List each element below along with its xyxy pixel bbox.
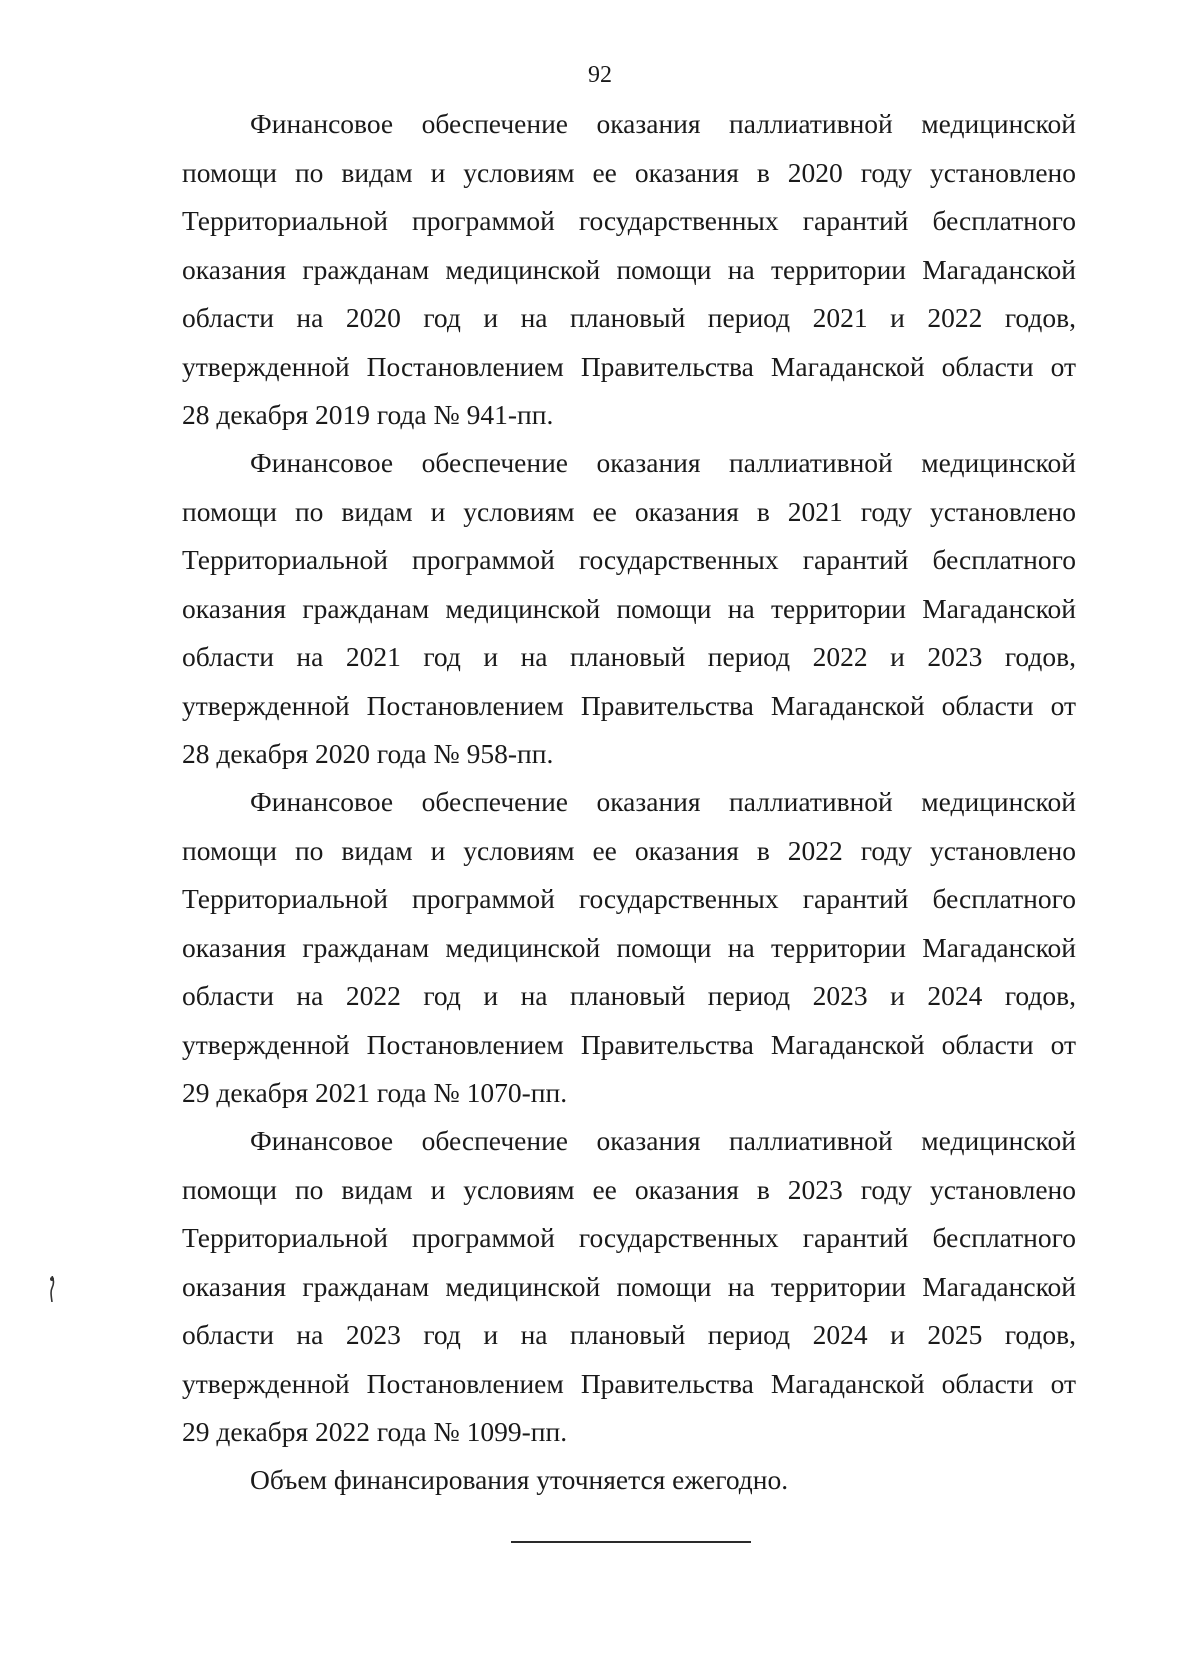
paragraph-line: утвержденной Постановлением Правительства Магаданской области от <box>182 689 1076 721</box>
paragraph-line: Территориальной программой государственных гарантий бесплатного <box>182 544 1076 575</box>
paragraph-line: утвержденной Постановлением Правительства Магаданской области от <box>182 350 1076 382</box>
paragraph-line: Финансовое обеспечение оказания паллиативной медицинской <box>250 108 1076 139</box>
paragraph-line: утвержденной Постановлением Правительства Магаданской области от <box>182 1028 1076 1060</box>
page-number: 92 <box>588 62 612 88</box>
paragraph-line: области на 2023 год и на плановый период 2024 и 2025 годов, <box>182 1319 1076 1350</box>
paragraph-line: области на 2020 год и на плановый период 2021 и 2022 годов, <box>182 302 1076 333</box>
paragraph-line: области на 2021 год и на плановый период 2022 и 2023 годов, <box>182 641 1076 672</box>
paragraph-line: оказания гражданам медицинской помощи на территории Магаданской <box>182 592 1076 624</box>
paragraph-2021-funding <box>182 439 1076 779</box>
paragraph-2022-funding <box>182 778 1076 1118</box>
paragraph-line: утвержденной Постановлением Правительства Магаданской области от <box>182 1367 1076 1399</box>
paragraph-line: помощи по видам и условиям ее оказания в 2021 году установлено <box>182 495 1076 527</box>
paragraph-line: 29 декабря 2021 года № 1070-пп. <box>182 1077 568 1108</box>
paragraph-line: помощи по видам и условиям ее оказания в 2023 году установлено <box>182 1173 1076 1205</box>
paragraph-line: Финансовое обеспечение оказания паллиативной медицинской <box>250 1125 1076 1156</box>
paragraph-2023-funding <box>182 1117 1076 1457</box>
paragraph-line: оказания гражданам медицинской помощи на территории Магаданской <box>182 1270 1076 1302</box>
paragraph-line: 28 декабря 2020 года № 958-пп. <box>182 738 554 769</box>
scan-artifact-mark <box>49 1276 55 1302</box>
closing-statement: Объем финансирования уточняется ежегодно. <box>250 1464 789 1495</box>
paragraph-line: 28 декабря 2019 года № 941-пп. <box>182 399 554 430</box>
paragraph-line: Территориальной программой государственных гарантий бесплатного <box>182 883 1076 914</box>
paragraph-line: Финансовое обеспечение оказания паллиативной медицинской <box>250 447 1076 478</box>
paragraph-line: помощи по видам и условиям ее оказания в 2022 году установлено <box>182 834 1076 866</box>
paragraph-line: Финансовое обеспечение оказания паллиативной медицинской <box>250 786 1076 817</box>
paragraph-line: Территориальной программой государственных гарантий бесплатного <box>182 1222 1076 1253</box>
paragraph-line: оказания гражданам медицинской помощи на территории Магаданской <box>182 253 1076 285</box>
paragraph-line: помощи по видам и условиям ее оказания в 2020 году установлено <box>182 156 1076 188</box>
paragraph-line: оказания гражданам медицинской помощи на территории Магаданской <box>182 931 1076 963</box>
paragraph-2020-funding <box>182 100 1076 440</box>
paragraph-line: области на 2022 год и на плановый период 2023 и 2024 годов, <box>182 980 1076 1011</box>
paragraph-line: Территориальной программой государственных гарантий бесплатного <box>182 205 1076 236</box>
end-of-text-rule <box>511 1541 751 1543</box>
paragraph-line: 29 декабря 2022 года № 1099-пп. <box>182 1416 568 1447</box>
